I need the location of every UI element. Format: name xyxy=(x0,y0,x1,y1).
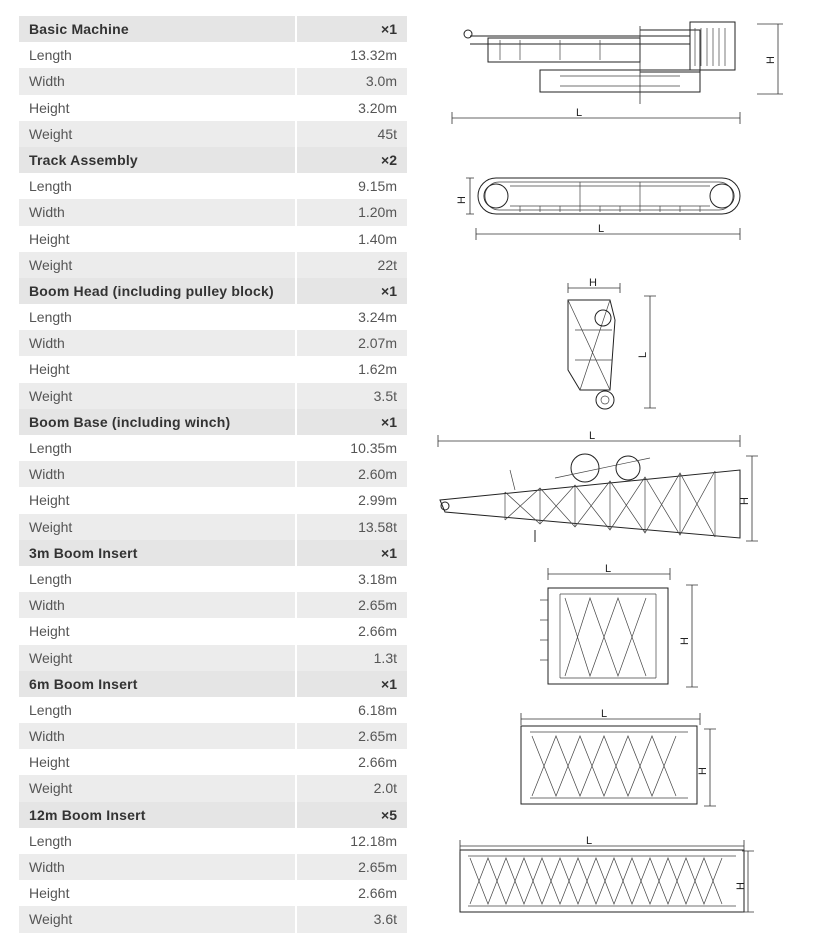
boom-base-length-label: L xyxy=(589,430,596,442)
spec-label: Width xyxy=(19,330,295,356)
spec-value: 3.18m xyxy=(297,566,407,592)
track-assembly-drawing xyxy=(456,178,740,240)
boom-head-height-label: H xyxy=(589,277,597,289)
boom-insert-3m-length-label: L xyxy=(605,563,612,575)
spec-label: Width xyxy=(19,199,295,225)
spec-value: 3.0m xyxy=(297,68,407,94)
section-title: 12m Boom Insert xyxy=(19,802,295,828)
spec-value: 10.35m xyxy=(297,435,407,461)
section-quantity: ×1 xyxy=(297,16,407,42)
spec-label: Width xyxy=(19,592,295,618)
spec-label: Height xyxy=(19,880,295,906)
boom-insert-6m-drawing xyxy=(521,708,716,806)
spec-value: 2.99m xyxy=(297,487,407,513)
spec-value: 9.15m xyxy=(297,173,407,199)
spec-label: Weight xyxy=(19,383,295,409)
spec-value: 2.65m xyxy=(297,854,407,880)
boom-insert-6m-length-label: L xyxy=(601,708,608,720)
spec-value: 2.65m xyxy=(297,723,407,749)
spec-value: 6.18m xyxy=(297,697,407,723)
spec-value: 13.58t xyxy=(297,514,407,540)
spec-label: Length xyxy=(19,304,295,330)
spec-label: Width xyxy=(19,461,295,487)
spec-label: Weight xyxy=(19,121,295,147)
spec-label: Weight xyxy=(19,645,295,671)
spec-label: Length xyxy=(19,828,295,854)
spec-value: 1.62m xyxy=(297,356,407,382)
basic-machine-height-label: H xyxy=(765,56,777,64)
section-title: 6m Boom Insert xyxy=(19,671,295,697)
boom-insert-3m-drawing xyxy=(540,563,698,687)
boom-head-drawing xyxy=(568,277,656,409)
spec-value: 1.3t xyxy=(297,645,407,671)
spec-label: Length xyxy=(19,435,295,461)
spec-value: 2.60m xyxy=(297,461,407,487)
spec-label: Weight xyxy=(19,775,295,801)
boom-head-length-label: L xyxy=(637,351,649,358)
boom-insert-12m-length-label: L xyxy=(586,835,593,847)
spec-label: Width xyxy=(19,68,295,94)
boom-insert-12m-height-label: H xyxy=(735,882,747,890)
spec-value: 3.6t xyxy=(297,906,407,932)
section-quantity: ×1 xyxy=(297,671,407,697)
section-title: Boom Base (including winch) xyxy=(19,409,295,435)
spec-label: Height xyxy=(19,356,295,382)
spec-value: 3.20m xyxy=(297,95,407,121)
spec-value: 1.20m xyxy=(297,199,407,225)
section-title: Boom Head (including pulley block) xyxy=(19,278,295,304)
spec-label: Height xyxy=(19,749,295,775)
basic-machine-drawing xyxy=(452,22,783,124)
spec-label: Height xyxy=(19,618,295,644)
boom-insert-3m-height-label: H xyxy=(679,637,691,645)
spec-value: 3.5t xyxy=(297,383,407,409)
spec-label: Length xyxy=(19,566,295,592)
spec-value: 2.66m xyxy=(297,880,407,906)
section-quantity: ×1 xyxy=(297,540,407,566)
spec-label: Width xyxy=(19,854,295,880)
spec-label: Length xyxy=(19,697,295,723)
boom-base-drawing xyxy=(438,430,758,542)
spec-label: Height xyxy=(19,487,295,513)
spec-label: Weight xyxy=(19,514,295,540)
boom-insert-12m-drawing xyxy=(460,835,754,912)
spec-label: Width xyxy=(19,723,295,749)
section-title: Track Assembly xyxy=(19,147,295,173)
section-quantity: ×2 xyxy=(297,147,407,173)
spec-label: Height xyxy=(19,95,295,121)
spec-label: Weight xyxy=(19,906,295,932)
section-quantity: ×1 xyxy=(297,409,407,435)
spec-label: Length xyxy=(19,173,295,199)
section-title: 3m Boom Insert xyxy=(19,540,295,566)
track-height-label: H xyxy=(456,196,468,204)
track-length-label: L xyxy=(598,223,605,235)
spec-value: 3.24m xyxy=(297,304,407,330)
spec-label: Height xyxy=(19,226,295,252)
spec-value: 22t xyxy=(297,252,407,278)
spec-value: 2.07m xyxy=(297,330,407,356)
section-quantity: ×1 xyxy=(297,278,407,304)
section-title: Basic Machine xyxy=(19,16,295,42)
section-quantity: ×5 xyxy=(297,802,407,828)
spec-value: 2.65m xyxy=(297,592,407,618)
boom-base-height-label: H xyxy=(739,497,751,505)
spec-value: 45t xyxy=(297,121,407,147)
spec-value: 2.0t xyxy=(297,775,407,801)
spec-value: 12.18m xyxy=(297,828,407,854)
spec-label: Weight xyxy=(19,252,295,278)
spec-value: 13.32m xyxy=(297,42,407,68)
spec-value: 2.66m xyxy=(297,749,407,775)
spec-value: 1.40m xyxy=(297,226,407,252)
boom-insert-6m-height-label: H xyxy=(697,767,709,775)
basic-machine-length-label: L xyxy=(576,107,583,119)
spec-label: Length xyxy=(19,42,295,68)
spec-value: 2.66m xyxy=(297,618,407,644)
